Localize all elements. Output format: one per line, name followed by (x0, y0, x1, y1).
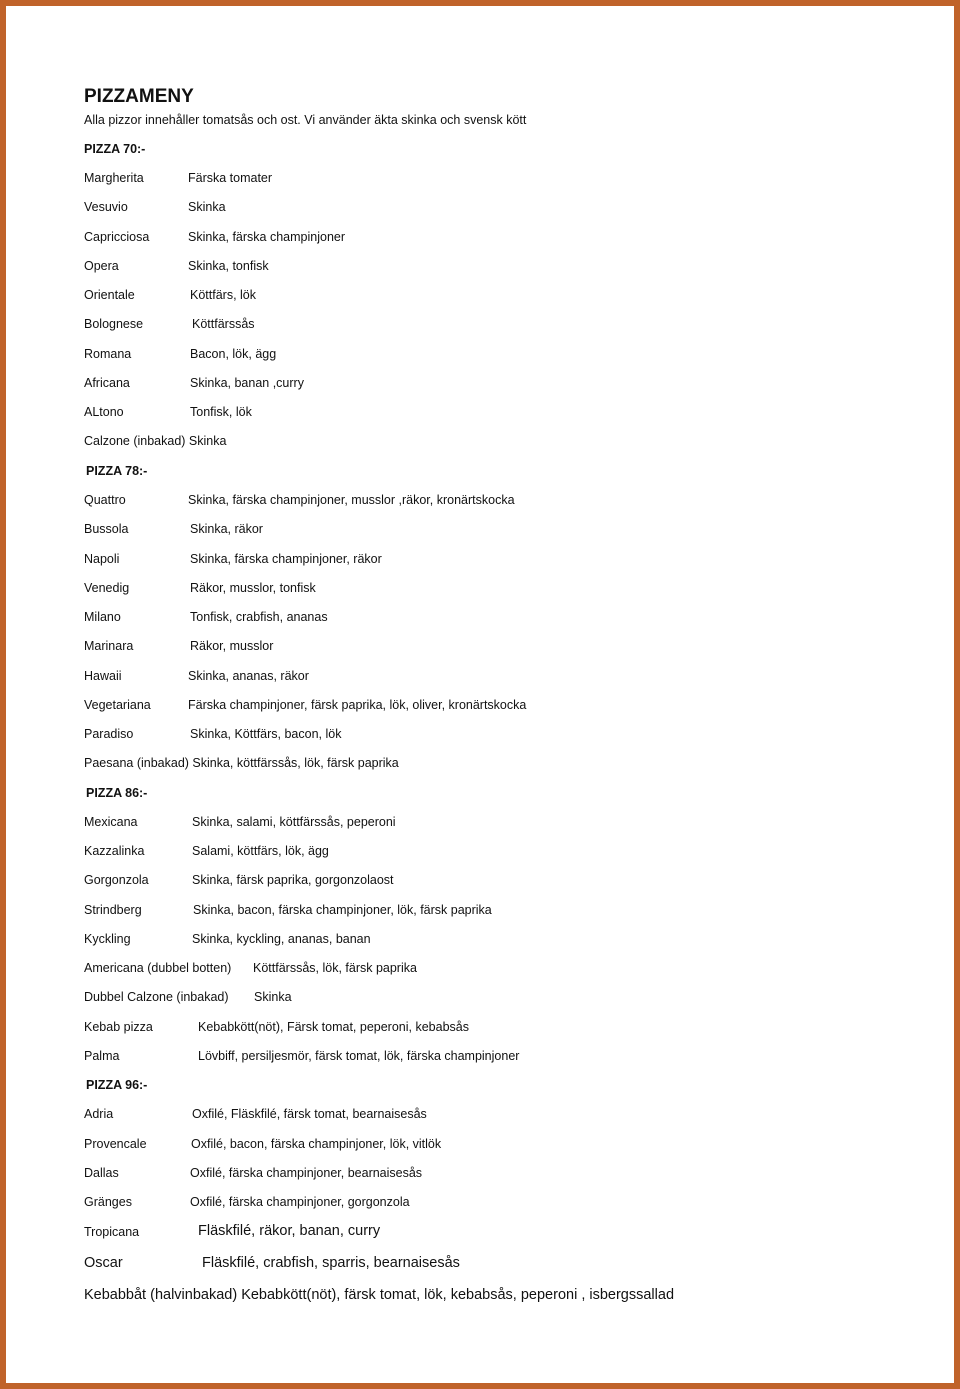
pizza-desc: Skinka, färsk paprika, gorgonzolaost (192, 873, 394, 887)
pizza-name: Palma (84, 1049, 120, 1063)
pizza-name: Provencale (84, 1137, 147, 1151)
pizza-desc: Köttfärssås (192, 317, 255, 331)
pizza-desc: Skinka, bacon, färska champinjoner, lök, färsk paprika (193, 903, 492, 917)
pizza-desc: Skinka, salami, köttfärssås, peperoni (192, 815, 396, 829)
pizza-desc: Skinka, färska champinjoner (188, 230, 346, 244)
pizza-name: Vesuvio (84, 200, 128, 214)
pizza-name: Mexicana (84, 815, 138, 829)
pizza-desc: Fläskfilé, crabfish, sparris, bearnaisesås (202, 1255, 460, 1271)
pizza-desc: Skinka, färska champinjoner, musslor ,räkor, kronärtskocka (188, 493, 515, 507)
section-header-70: PIZZA 70:- (84, 142, 146, 156)
pizza-name: Orientale (84, 288, 135, 302)
pizza-desc: Köttfärs, lök (190, 288, 256, 302)
pizza-name: Napoli (84, 552, 120, 566)
section-footer-70: Calzone (inbakad) Skinka (84, 434, 227, 448)
pizza-name: Romana (84, 347, 132, 361)
pizza-name: Gränges (84, 1195, 132, 1209)
pizza-name: Paradiso (84, 727, 134, 741)
pizza-name: Margherita (84, 171, 144, 185)
section-footer-78: Paesana (inbakad) Skinka, köttfärssås, lök, färsk paprika (84, 756, 399, 770)
pizza-name: Kyckling (84, 932, 131, 946)
pizza-desc: Oxfilé, färska champinjoner, gorgonzola (190, 1195, 410, 1209)
pizza-desc: Färska champinjoner, färsk paprika, lök, oliver, kronärtskocka (188, 698, 527, 712)
pizza-desc: Oxfilé, Fläskfilé, färsk tomat, bearnaisesås (192, 1107, 427, 1121)
pizza-desc: Skinka, räkor (190, 522, 263, 536)
pizza-desc: Skinka, färska champinjoner, räkor (190, 552, 382, 566)
pizza-desc: Skinka (188, 200, 226, 214)
pizza-name: Oscar (84, 1255, 123, 1271)
pizza-name: Venedig (84, 581, 130, 595)
pizza-name: Strindberg (84, 903, 142, 917)
pizza-name: Gorgonzola (84, 873, 149, 887)
section-header-86: PIZZA 86:- (86, 786, 148, 800)
pizza-desc: Färska tomater (188, 171, 273, 185)
pizza-name: Milano (84, 610, 121, 624)
pizza-name: Americana (dubbel botten) (84, 961, 232, 975)
pizza-name: ALtono (84, 405, 124, 419)
pizza-name: Opera (84, 259, 119, 273)
pizza-name: Dubbel Calzone (inbakad) (84, 990, 229, 1004)
pizza-desc: Skinka, Köttfärs, bacon, lök (190, 727, 342, 741)
section-footer-96: Kebabbåt (halvinbakad) Kebabkött(nöt), färsk tomat, lök, kebabsås, peperoni , isbergssallad (84, 1287, 675, 1303)
pizza-desc: Skinka, tonfisk (188, 259, 269, 273)
pizza-desc: Oxfilé, färska champinjoner, bearnaisesås (190, 1166, 423, 1180)
pizza-desc: Bacon, lök, ägg (190, 347, 277, 361)
pizza-name: Tropicana (84, 1225, 140, 1239)
pizza-name: Capricciosa (84, 230, 150, 244)
pizza-desc: Räkor, musslor (190, 639, 274, 653)
pizza-desc: Fläskfilé, räkor, banan, curry (198, 1223, 381, 1239)
pizza-name: Dallas (84, 1166, 119, 1180)
pizza-name: Marinara (84, 639, 134, 653)
page-title: PIZZAMENY (84, 86, 194, 107)
pizza-name: Quattro (84, 493, 126, 507)
pizza-desc: Räkor, musslor, tonfisk (190, 581, 316, 595)
intro-text: Alla pizzor innehåller tomatsås och ost. Vi använder äkta skinka och svensk kött (84, 113, 527, 127)
pizza-desc: Skinka, banan ,curry (190, 376, 304, 390)
pizza-desc: Tonfisk, lök (190, 405, 252, 419)
pizza-desc: Köttfärssås, lök, färsk paprika (253, 961, 417, 975)
pizza-desc: Oxfilé, bacon, färska champinjoner, lök, vitlök (191, 1137, 442, 1151)
section-header-96: PIZZA 96:- (86, 1078, 148, 1092)
pizza-name: Adria (84, 1107, 114, 1121)
pizza-name: Hawaii (84, 669, 122, 683)
pizza-name: Bolognese (84, 317, 144, 331)
section-header-78: PIZZA 78:- (86, 464, 148, 478)
pizza-name: Africana (84, 376, 130, 390)
pizza-name: Kebab pizza (84, 1020, 153, 1034)
pizza-desc: Kebabkött(nöt), Färsk tomat, peperoni, kebabsås (198, 1020, 469, 1034)
pizza-desc: Salami, köttfärs, lök, ägg (192, 844, 329, 858)
pizza-desc: Skinka, ananas, räkor (188, 669, 309, 683)
pizza-desc: Lövbiff, persiljesmör, färsk tomat, lök, färska champinjoner (198, 1049, 520, 1063)
pizza-name: Kazzalinka (84, 844, 145, 858)
pizza-desc: Tonfisk, crabfish, ananas (190, 610, 328, 624)
pizza-name: Vegetariana (84, 698, 151, 712)
pizza-desc: Skinka, kyckling, ananas, banan (192, 932, 371, 946)
pizza-name: Bussola (84, 522, 129, 536)
pizza-desc: Skinka (254, 990, 292, 1004)
